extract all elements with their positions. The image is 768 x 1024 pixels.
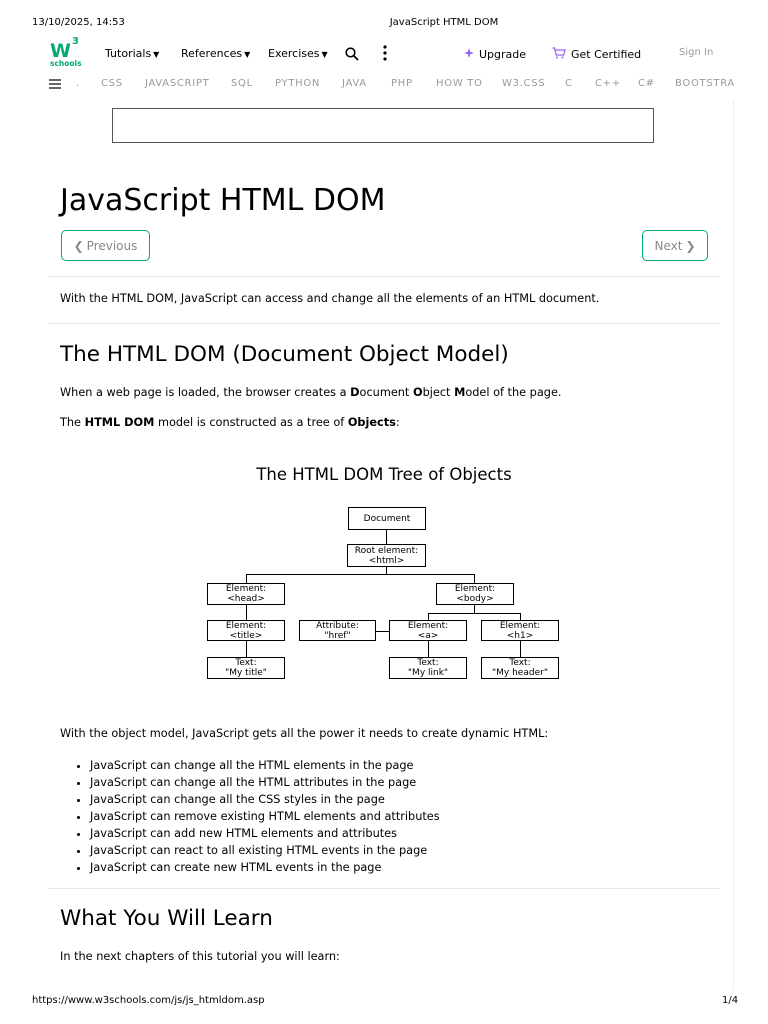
node-text-header bbox=[481, 657, 559, 679]
paragraph-next-chapters: In the next chapters of this tutorial you will learn: bbox=[60, 950, 340, 963]
list-item: • JavaScript can remove existing HTML elements and attributes bbox=[90, 808, 440, 825]
node-label: Element: bbox=[225, 584, 267, 594]
node-label: "My header" bbox=[492, 668, 548, 678]
list-item: • JavaScript can change all the CSS styles in the page bbox=[90, 791, 440, 808]
bold-text: HTML DOM bbox=[84, 416, 155, 429]
tree-connector bbox=[246, 574, 247, 583]
text: ocument bbox=[359, 386, 413, 399]
bold-text: Objects bbox=[347, 416, 396, 429]
node-label: Text: bbox=[509, 658, 531, 668]
tree-connector bbox=[428, 613, 521, 614]
next-label: Next bbox=[654, 238, 683, 253]
logo-main: W bbox=[50, 40, 70, 62]
subnav-item[interactable]: W3.CSS bbox=[502, 78, 546, 89]
search-button[interactable] bbox=[345, 46, 359, 65]
bold-letter: M bbox=[454, 386, 466, 399]
node-label: <body> bbox=[456, 594, 494, 604]
bold-letter: O bbox=[412, 386, 423, 399]
subnav-bar bbox=[0, 78, 768, 94]
caret-down-icon: ▼ bbox=[244, 50, 251, 59]
node-a bbox=[389, 620, 467, 641]
node-label: "href" bbox=[324, 630, 351, 641]
list-item: • JavaScript can add new HTML elements and attributes bbox=[90, 825, 440, 842]
node-label: "My link" bbox=[407, 668, 449, 678]
subnav-dot: . bbox=[76, 78, 80, 89]
ad-placeholder bbox=[112, 108, 654, 143]
print-page-number: 1/4 bbox=[722, 995, 739, 1006]
print-datetime: 13/10/2025, 14:53 bbox=[32, 17, 125, 28]
logo-sup: 3 bbox=[72, 36, 79, 47]
node-body bbox=[436, 583, 514, 605]
cart-icon bbox=[552, 47, 566, 59]
node-text-link bbox=[389, 657, 467, 679]
nav-exercises[interactable] bbox=[268, 47, 328, 60]
intro-text: With the HTML DOM, JavaScript can access and change all the elements of an HTML document. bbox=[60, 292, 600, 305]
caret-down-icon: ▼ bbox=[153, 50, 160, 59]
tree-connector bbox=[246, 605, 247, 620]
text: When a web page is loaded, the browser creates a bbox=[60, 386, 351, 399]
text: odel of the page. bbox=[465, 386, 562, 399]
subnav-item[interactable]: PYTHON bbox=[275, 78, 321, 89]
chevron-left-icon: ❮ bbox=[73, 238, 84, 253]
subnav-item[interactable]: CSS bbox=[101, 78, 123, 89]
tree-connector bbox=[520, 641, 521, 657]
logo-sub: schools bbox=[50, 59, 82, 68]
tree-connector bbox=[428, 641, 429, 657]
previous-button[interactable] bbox=[61, 230, 150, 261]
list-item: • JavaScript can change all the HTML attributes in the page bbox=[90, 774, 440, 791]
nav-references-label: References bbox=[181, 47, 243, 60]
more-vertical-icon bbox=[383, 45, 387, 61]
subnav-item[interactable]: C bbox=[565, 78, 573, 89]
list-item: • JavaScript can react to all existing HTML events in the page bbox=[90, 842, 440, 859]
page-title: JavaScript HTML DOM bbox=[60, 183, 386, 218]
node-label: Attribute: bbox=[316, 620, 359, 631]
chevron-right-icon: ❯ bbox=[685, 238, 696, 253]
print-url: https://www.w3schools.com/js/js_htmldom.asp bbox=[32, 995, 265, 1006]
subnav-item[interactable]: JAVASCRIPT bbox=[145, 78, 210, 89]
nav-exercises-label: Exercises bbox=[268, 47, 320, 60]
divider bbox=[48, 276, 720, 277]
node-label: Element: bbox=[407, 620, 449, 631]
subnav-item[interactable]: HOW TO bbox=[436, 78, 483, 89]
bold-letter: D bbox=[350, 386, 360, 399]
node-label: <a> bbox=[417, 630, 439, 641]
upgrade-link[interactable] bbox=[464, 47, 526, 61]
capabilities-list bbox=[74, 757, 440, 876]
text: model is constructed as a tree of bbox=[154, 416, 348, 429]
node-root bbox=[347, 544, 426, 567]
node-label: Element: bbox=[225, 620, 267, 631]
node-label: <head> bbox=[227, 594, 265, 604]
w3schools-logo[interactable] bbox=[50, 36, 82, 68]
more-button[interactable] bbox=[383, 45, 387, 65]
paragraph-tree bbox=[60, 416, 400, 429]
diagram-title: The HTML DOM Tree of Objects bbox=[256, 465, 512, 484]
subnav-item[interactable]: SQL bbox=[231, 78, 253, 89]
tree-connector bbox=[386, 530, 387, 544]
list-item: • JavaScript can change all the HTML elements in the page bbox=[90, 757, 440, 774]
page-scroll-edge bbox=[733, 100, 734, 990]
subnav-item[interactable]: JAVA bbox=[342, 78, 367, 89]
node-label: Text: bbox=[235, 658, 257, 668]
node-h1 bbox=[481, 620, 559, 641]
tree-connector bbox=[428, 613, 429, 620]
text: : bbox=[395, 416, 400, 429]
tree-connector bbox=[474, 605, 475, 613]
section-heading-learn: What You Will Learn bbox=[60, 906, 273, 931]
node-head bbox=[207, 583, 285, 605]
divider bbox=[48, 323, 720, 324]
sparkle-icon bbox=[464, 47, 475, 59]
section-heading-dom: The HTML DOM (Document Object Model) bbox=[60, 342, 509, 367]
text: bject bbox=[422, 386, 455, 399]
caret-down-icon: ▼ bbox=[321, 50, 328, 59]
node-label: Root element: bbox=[354, 545, 419, 556]
list-item: • JavaScript can create new HTML events in the page bbox=[90, 859, 440, 876]
nav-references[interactable] bbox=[181, 47, 250, 60]
node-title bbox=[207, 620, 285, 641]
node-label: Element: bbox=[454, 584, 496, 594]
node-label: Document bbox=[363, 513, 411, 524]
text: The bbox=[60, 416, 85, 429]
tree-connector bbox=[520, 613, 521, 620]
upgrade-label: Upgrade bbox=[479, 48, 527, 61]
node-text-title bbox=[207, 657, 285, 679]
nav-tutorials-label: Tutorials bbox=[105, 47, 152, 60]
subnav-item[interactable]: C# bbox=[638, 78, 655, 89]
search-icon bbox=[345, 47, 359, 61]
tree-connector bbox=[474, 574, 475, 583]
get-certified-label: Get Certified bbox=[571, 48, 642, 61]
sign-in-link[interactable]: Sign In bbox=[679, 47, 714, 58]
node-label: Text: bbox=[417, 658, 439, 668]
tree-connector bbox=[246, 574, 475, 575]
node-label: Element: bbox=[499, 620, 541, 631]
nav-tutorials[interactable] bbox=[105, 47, 159, 60]
node-label: "My title" bbox=[225, 668, 267, 678]
node-label: <title> bbox=[229, 630, 263, 641]
subnav-item[interactable]: BOOTSTRA bbox=[675, 78, 735, 89]
node-label: <h1> bbox=[506, 630, 534, 641]
next-button[interactable] bbox=[642, 230, 708, 261]
subnav-item[interactable]: PHP bbox=[391, 78, 413, 89]
tree-connector bbox=[376, 631, 389, 632]
node-label: <html> bbox=[368, 555, 405, 566]
node-document bbox=[348, 507, 426, 530]
previous-label: Previous bbox=[86, 238, 138, 253]
tree-connector bbox=[246, 641, 247, 657]
paragraph-object-model: With the object model, JavaScript gets all the power it needs to create dynamic HTML: bbox=[60, 727, 549, 740]
divider bbox=[48, 888, 720, 889]
node-attribute bbox=[299, 620, 376, 641]
tree-connector bbox=[386, 567, 387, 574]
paragraph-loaded bbox=[60, 386, 562, 399]
subnav-item[interactable]: C++ bbox=[595, 78, 621, 89]
print-doc-title: JavaScript HTML DOM bbox=[389, 17, 499, 28]
get-certified-link[interactable] bbox=[552, 47, 641, 61]
